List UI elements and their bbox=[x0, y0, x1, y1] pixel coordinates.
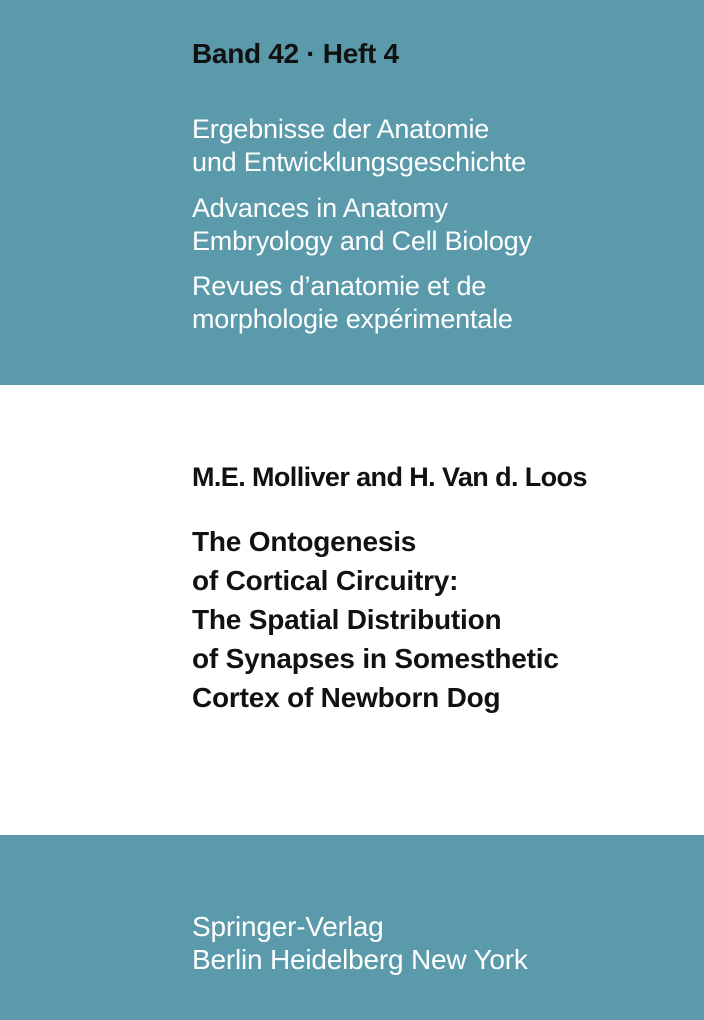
book-title-line: of Synapses in Somesthetic bbox=[192, 643, 559, 674]
series-title-line: Revues d’anatomie et de bbox=[192, 271, 487, 301]
book-title-line: The Spatial Distribution bbox=[192, 604, 502, 635]
publisher-name: Springer-Verlag bbox=[192, 911, 384, 942]
publisher-locations: Berlin Heidelberg New York bbox=[192, 944, 528, 975]
issue-label: Band 42 · Heft 4 bbox=[192, 38, 399, 69]
book-title-line: of Cortical Circuitry: bbox=[192, 565, 459, 596]
series-title-line: und Entwicklungsgeschichte bbox=[192, 147, 527, 177]
series-title-line: morphologie expérimentale bbox=[192, 304, 513, 334]
series-title-line: Advances in Anatomy bbox=[192, 193, 448, 223]
book-title-line: Cortex of Newborn Dog bbox=[192, 682, 501, 713]
publisher bbox=[192, 910, 528, 976]
book-title bbox=[192, 522, 559, 717]
series-title-line: Ergebnisse der Anatomie bbox=[192, 114, 490, 144]
series-title-line: Embryology and Cell Biology bbox=[192, 226, 532, 256]
series-title-english bbox=[192, 192, 532, 258]
book-title-line: The Ontogenesis bbox=[192, 526, 417, 557]
series-title-french bbox=[192, 270, 513, 336]
series-title-german bbox=[192, 113, 526, 179]
authors: M.E. Molliver and H. Van d. Loos bbox=[192, 462, 587, 492]
